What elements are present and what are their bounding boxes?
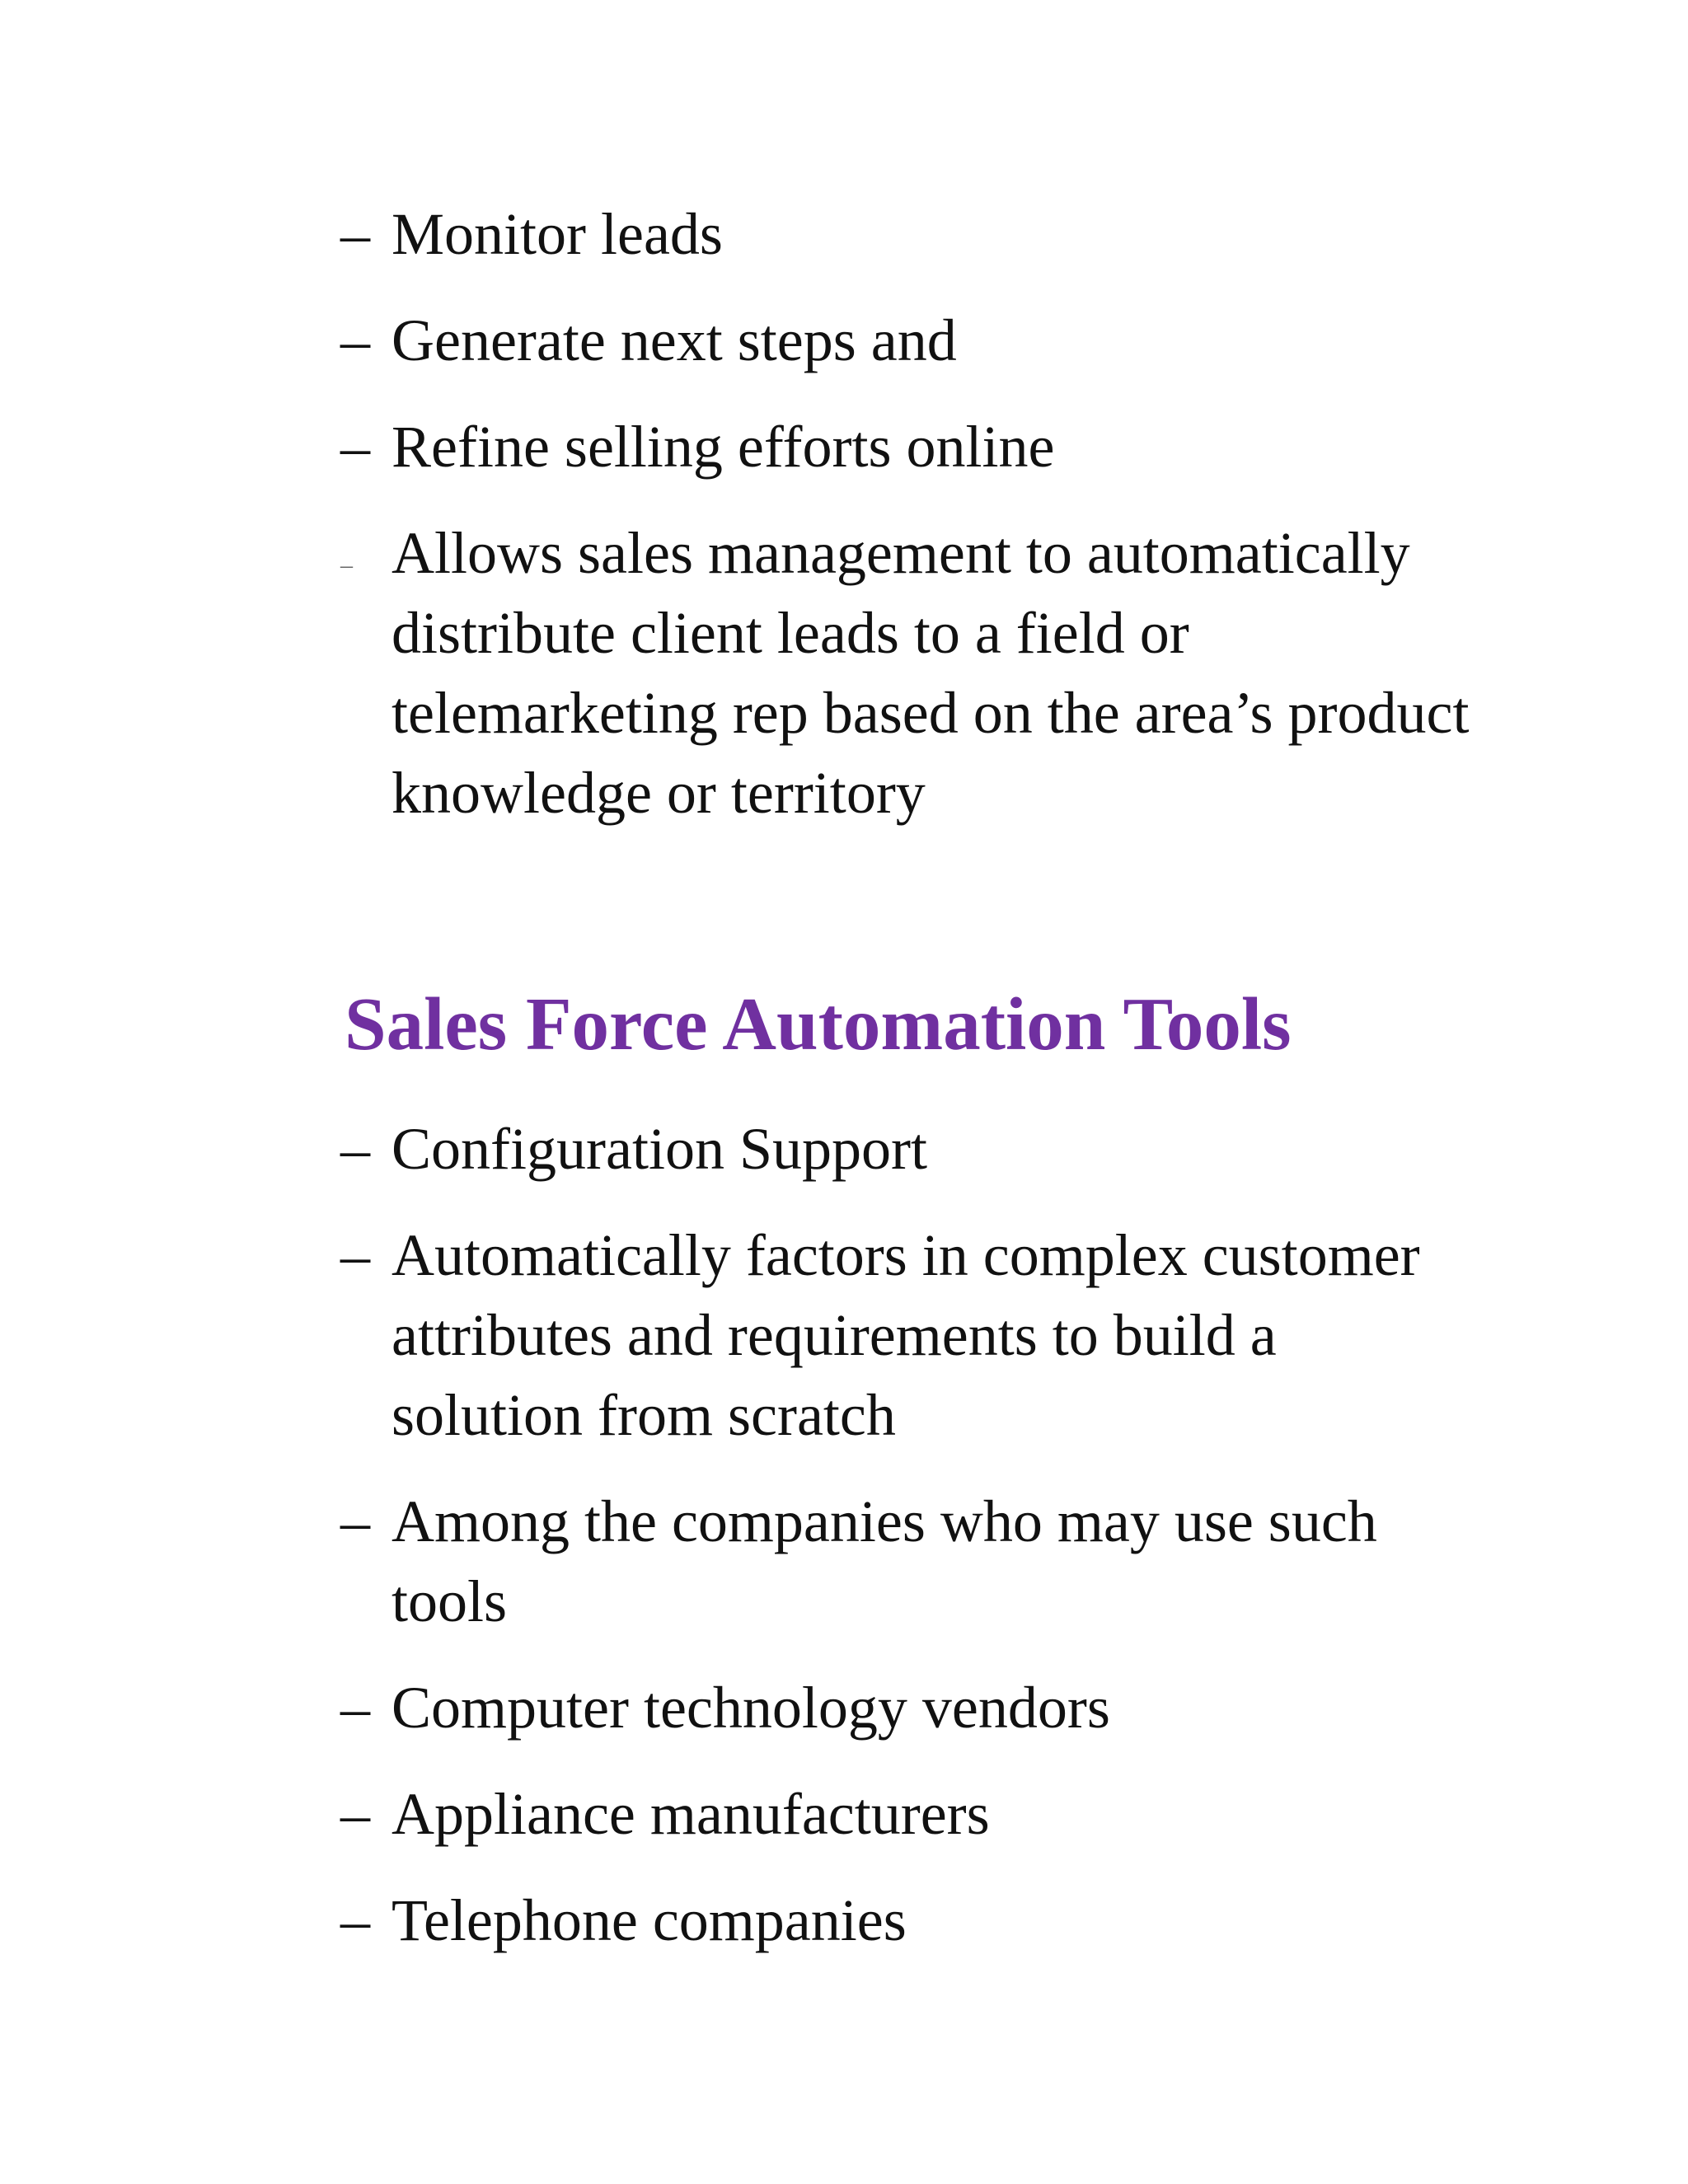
bullet-list-top [340,194,1478,833]
list-item [340,407,1478,487]
list-item [340,194,1478,274]
list-item-text: Computer technology vendors [392,1675,1110,1741]
list-item [340,1109,1478,1189]
dash-marker: – [340,551,353,579]
list-item-text: Generate next steps and [392,307,957,373]
list-item-text: Appliance manufacturers [392,1781,990,1847]
list-item-text: Refine selling efforts online [392,414,1055,480]
list-item-text: Monitor leads [392,201,723,267]
dash-marker: – [340,1116,370,1182]
list-item [340,1668,1478,1748]
dash-marker: – [340,1887,370,1953]
dash-marker: – [340,1488,370,1554]
dash-marker: – [340,307,370,373]
list-item-text: Telephone companies [392,1887,907,1953]
list-item-text: Allows sales management to automatically distribute client leads to a field or telemarketing rep based on the area’s product knowledge or territory [392,520,1470,826]
bullet-list-bottom [340,1109,1478,1961]
list-item [340,1216,1478,1455]
list-item-text: Automatically factors in complex customer attributes and requirements to build a solution from scratch [392,1222,1420,1448]
dash-marker: – [340,1781,370,1847]
list-item-text: Configuration Support [392,1116,927,1182]
dash-marker: – [340,201,370,267]
list-item [340,1881,1478,1961]
section-heading: Sales Force Automation Tools [345,982,1292,1066]
list-item [340,1482,1478,1642]
list-item [340,513,1478,833]
dash-marker: – [340,414,370,480]
list-item [340,301,1478,381]
dash-marker: – [340,1675,370,1741]
dash-marker: – [340,1222,370,1288]
list-item [340,1774,1478,1854]
list-item-text: Among the companies who may use such tools [392,1488,1377,1634]
